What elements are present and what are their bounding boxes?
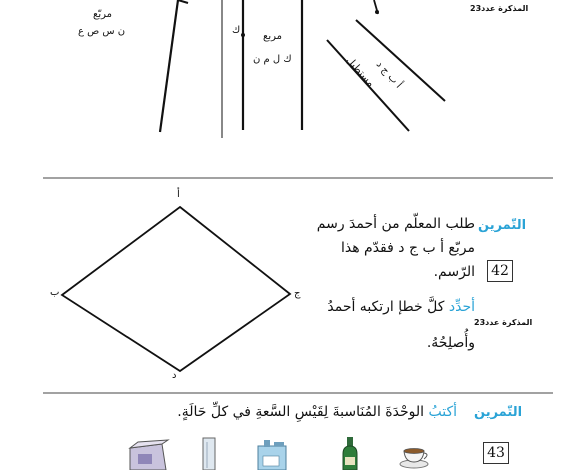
exercise42-number: 42 <box>487 260 513 282</box>
cup-icon <box>400 449 428 469</box>
exercise42-task-verb: أحدِّد <box>448 299 475 315</box>
bottle-icon <box>343 437 357 470</box>
exercise43-task-rest: الوحْدَةَ المُنَاسبةَ لِقَيْسِ السَّعةِ في كلِّ حَالَةٍ. <box>177 404 425 420</box>
note-ref-top: المذكرة عدد23 <box>470 4 529 13</box>
shape-left-title: مربّع <box>93 9 112 20</box>
jerrycan-icon <box>258 440 286 470</box>
shape-right-title: مستطيل <box>343 55 377 90</box>
vertex-right-label: ج <box>294 288 301 299</box>
shape-right-letters: أ ب ج د <box>373 59 404 91</box>
exercise43-number: 43 <box>483 442 509 464</box>
exercise42-heading: التّمرين <box>478 218 527 233</box>
shape-left-letters: ن س ص ع <box>78 26 126 37</box>
exercise42-line-3: الرّسم. <box>433 264 475 280</box>
note-ref-mid: المذكرة عدد23 <box>474 318 533 327</box>
exercise43-heading: التّمرين <box>474 405 523 420</box>
exercise42-line-1: طلب المعلّم من أحمدَ رسم <box>316 216 475 232</box>
exercise42-task-rest: كلَّ خطإ ارتكبه أحمدُ <box>327 299 445 315</box>
carton-icon <box>130 440 168 470</box>
point-k-label: ك <box>232 25 241 36</box>
exercise42-line-2: مربّع أ ب ج د فقدّم هذا <box>340 240 475 256</box>
glass-tube-icon <box>203 438 215 470</box>
shape-middle-letters: ك ل م ن <box>253 54 292 65</box>
vertex-left-label: ب <box>50 287 60 298</box>
exercise43-task-verb: أكتبُ <box>428 404 457 420</box>
exercise42-task-line2: وأُصلِحُهُ. <box>426 335 475 351</box>
vertex-top-label: أ <box>177 189 180 200</box>
vertex-bottom-label: د <box>172 370 177 381</box>
shape-middle-title: مربع <box>263 31 282 42</box>
